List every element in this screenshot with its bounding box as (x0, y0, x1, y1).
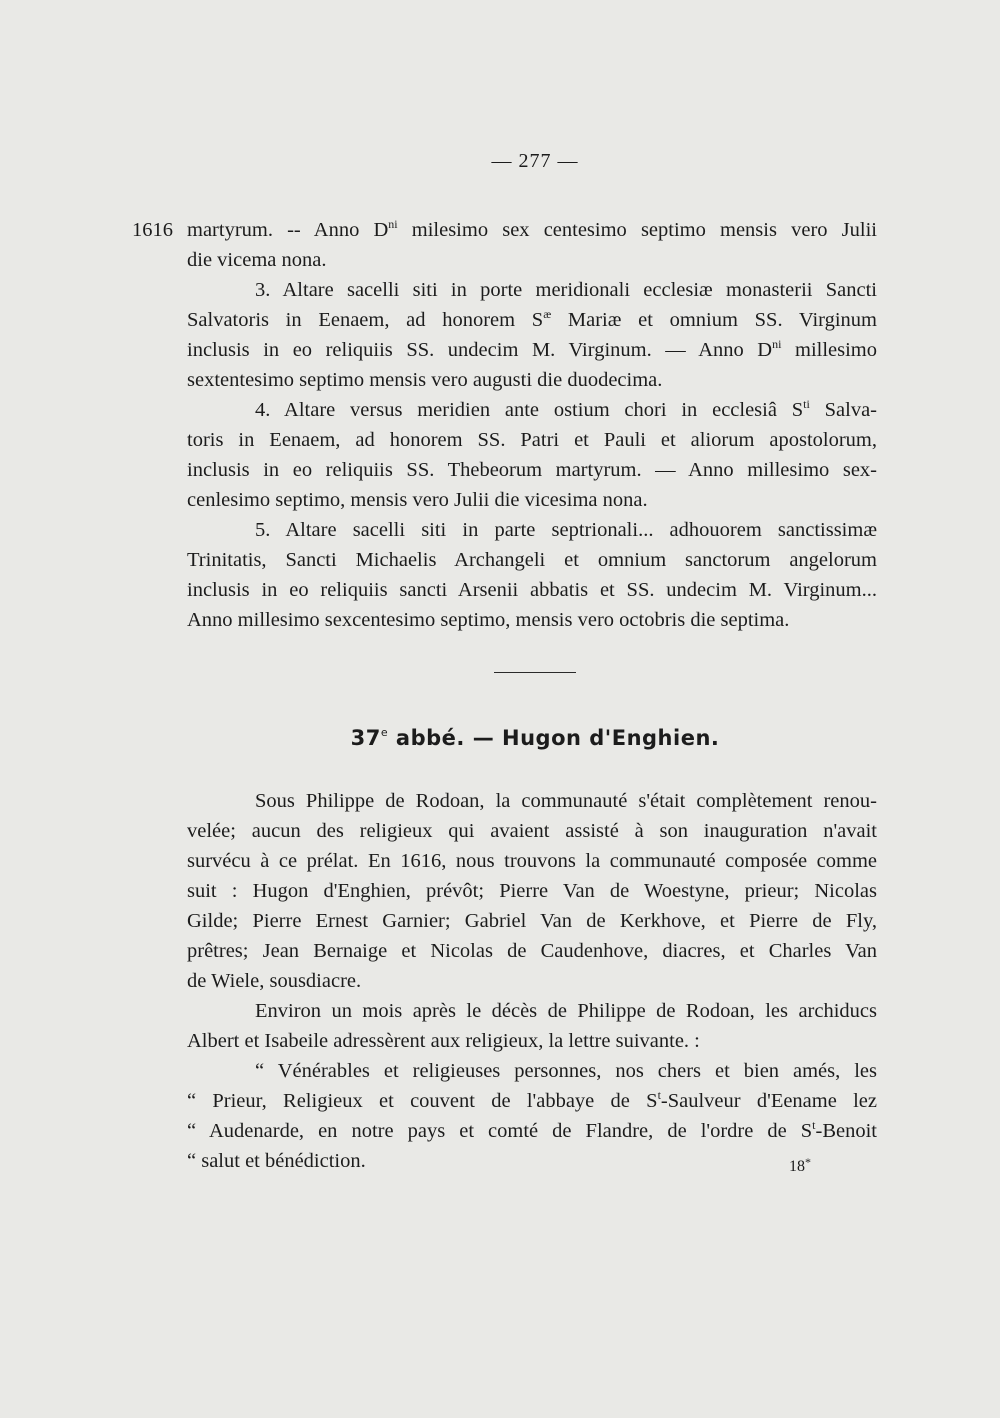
line-text: 4. Altare versus meridien ante ostium chori in ecclesiâ S (255, 399, 804, 421)
line-text: martyrum. -- Anno D (187, 219, 389, 241)
line-text: Anno millesimo sexcentesimo septimo, mensis vero octobris die septima. (187, 609, 790, 631)
line-text: survécu à ce prélat. En 1616, nous trouvons la communauté composée comme (187, 850, 877, 872)
line-text: inclusis in eo reliquiis SS. undecim M. Virginum. — Anno D (187, 339, 773, 361)
line-text: cenlesimo septimo, mensis vero Julii die vicesima nona. (187, 489, 648, 511)
text-line (187, 906, 877, 936)
signature-star: * (805, 1155, 811, 1169)
text-line (187, 1086, 877, 1116)
heading-title: abbé. — Hugon d'Enghien. (388, 726, 720, 750)
text-line (187, 575, 877, 605)
superscript: æ (543, 307, 552, 321)
line-text-rest: Salva- (809, 399, 877, 421)
line-text: Salvatoris in Eenaem, ad honorem S (187, 309, 544, 331)
text-line (187, 1056, 877, 1086)
text-line (187, 515, 877, 545)
line-text: “ Prieur, Religieux et couvent de l'abbaye de S (187, 1090, 658, 1112)
line-text-rest: -Saulveur d'Eename lez (660, 1090, 877, 1112)
text-line (187, 245, 877, 275)
section-heading (0, 726, 1000, 750)
line-text: prêtres; Jean Bernaige et Nicolas de Caudenhove, diacres, et Charles Van (187, 940, 877, 962)
superscript: ni (388, 217, 398, 231)
superscript: ni (772, 337, 782, 351)
line-text: inclusis in eo reliquiis sancti Arsenii abbatis et SS. undecim M. Virginum... (187, 579, 877, 601)
text-line (187, 335, 877, 365)
text-line (187, 305, 877, 335)
superscript: t (812, 1118, 816, 1132)
text-line (187, 485, 877, 515)
line-text: “ salut et bénédiction. (187, 1150, 366, 1172)
latin-text-block (187, 215, 877, 635)
signature-mark (789, 1155, 811, 1176)
text-line (187, 966, 877, 996)
text-line (187, 846, 877, 876)
text-line (187, 275, 877, 305)
line-text: 5. Altare sacelli siti in parte septrionali... adhouorem sanctissimæ (255, 519, 877, 541)
line-text: velée; aucun des religieux qui avaient assisté à son inauguration n'avait (187, 820, 877, 842)
superscript: ti (803, 397, 810, 411)
line-text: inclusis in eo reliquiis SS. Thebeorum martyrum. — Anno millesimo sex- (187, 459, 877, 481)
page-number: — 277 — (491, 150, 579, 172)
superscript: t (657, 1088, 661, 1102)
text-line (187, 786, 877, 816)
text-line (187, 876, 877, 906)
line-text: Trinitatis, Sancti Michaelis Archangeli et omnium sanctorum angelorum (187, 549, 877, 571)
text-line (187, 365, 877, 395)
signature-number: 18 (789, 1158, 805, 1175)
line-text: Albert et Isabeile adressèrent aux religieux, la lettre suivante. : (187, 1030, 700, 1052)
text-line (187, 425, 877, 455)
line-text: “ Vénérables et religieuses personnes, nos chers et bien amés, les (255, 1060, 877, 1082)
line-text: Gilde; Pierre Ernest Garnier; Gabriel Van de Kerkhove, et Pierre de Fly, (187, 910, 877, 932)
line-text-rest: -Benoit (815, 1120, 877, 1142)
line-text: “ Audenarde, en notre pays et comté de Flandre, de l'ordre de S (187, 1120, 813, 1142)
line-text: Sous Philippe de Rodoan, la communauté s'était complètement renou- (255, 790, 877, 812)
text-line (187, 1026, 877, 1056)
section-divider (494, 672, 576, 673)
line-text-rest: millesimo (781, 339, 878, 361)
text-line (187, 996, 877, 1026)
text-line (187, 455, 877, 485)
line-text-rest: Mariæ et omnium SS. Virginum (551, 309, 878, 331)
heading-number: 37 (350, 726, 381, 750)
text-line (187, 936, 877, 966)
line-text: sextentesimo septimo mensis vero augusti die duodecima. (187, 369, 663, 391)
line-text: suit : Hugon d'Enghien, prévôt; Pierre Van de Woestyne, prieur; Nicolas (187, 880, 877, 902)
text-line (187, 395, 877, 425)
text-line (187, 1146, 877, 1176)
text-line (187, 1116, 877, 1146)
line-text-rest: milesimo sex centesimo septimo mensis vero Julii (397, 219, 877, 241)
line-text: Environ un mois après le décès de Philippe de Rodoan, les archiducs (255, 1000, 877, 1022)
line-text: 3. Altare sacelli siti in porte meridionali ecclesiæ monasterii Sancti (255, 279, 877, 301)
heading-sup: e (380, 726, 389, 739)
line-text: toris in Eenaem, ad honorem SS. Patri et Pauli et aliorum apostolorum, (187, 429, 877, 451)
margin-year: 1616 (132, 219, 173, 241)
text-line (187, 545, 877, 575)
line-text: de Wiele, sousdiacre. (187, 970, 362, 992)
text-line (187, 605, 877, 635)
text-line (187, 816, 877, 846)
text-line (187, 215, 877, 245)
french-text-block (187, 786, 877, 1176)
line-text: die vicema nona. (187, 249, 327, 271)
